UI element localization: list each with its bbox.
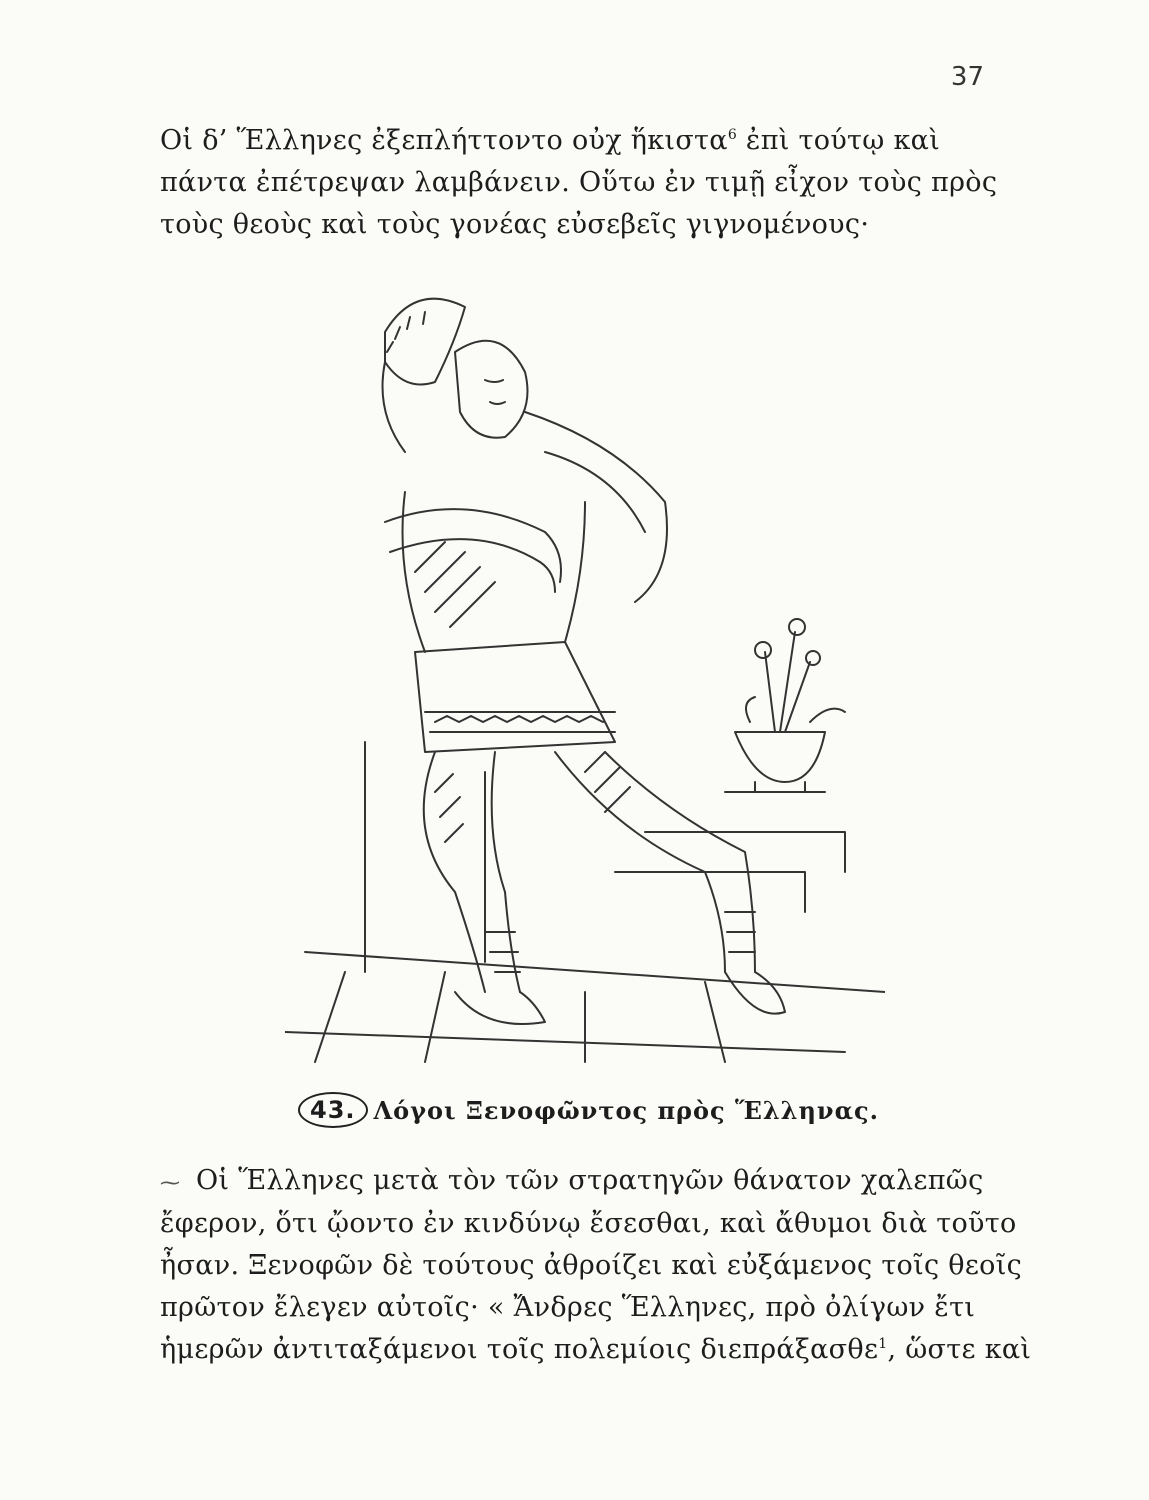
page-number: 37 — [950, 62, 984, 92]
text-line: πρῶτον ἔλεγεν αὐτοῖς· « Ἄνδρες Ἕλληνες, πρὸ ὀλίγων ἔτι — [160, 1292, 976, 1323]
text-line: ⁓ Οἱ Ἕλληνες μετὰ τὸν τῶν στρατηγῶν θάνατον χαλεπῶς — [160, 1160, 990, 1203]
paragraph-mark-icon: ⁓ — [160, 1170, 181, 1194]
bottom-paragraph — [160, 1160, 1032, 1371]
text-line: ἔφερον, ὅτι ᾤοντο ἐν κινδύνῳ ἔσεσθαι, καὶ ἄθυμοι διὰ τοῦτο — [160, 1208, 1017, 1239]
figure-carrying-elder-icon — [285, 272, 885, 1072]
top-paragraph — [160, 120, 998, 246]
text-line: πάντα ἐπέτρεψαν λαμβάνειν. Οὕτω ἐν τιμῇ εἶχον τοὺς πρὸς — [160, 167, 998, 198]
text-line: τοὺς θεοὺς καὶ τοὺς γονέας εὐσεβεῖς γιγνομένους· — [160, 209, 870, 240]
text-line: ἦσαν. Ξενοφῶν δὲ τούτους ἀθροίζει καὶ εὐξάμενος τοῖς θεοῖς — [160, 1250, 1023, 1281]
section-number: 43. — [298, 1092, 368, 1128]
text-line: ἡμερῶν ἀντιταξάμενοι τοῖς πολεμίοις διεπράξασθε$^1$, ὥστε καὶ — [160, 1334, 1032, 1365]
footnote-marker: 6 — [727, 127, 738, 143]
section-title: Λόγοι Ξενοφῶντος πρὸς Ἕλληνας. — [373, 1095, 880, 1125]
footnote-marker: 1 — [878, 1336, 888, 1352]
section-heading — [298, 1092, 879, 1128]
text-line: Οἱ δ’ Ἕλληνες ἐξεπλήττοντο οὐχ ἥκιστα$^6$ ἐπὶ τούτῳ καὶ — [160, 125, 941, 156]
